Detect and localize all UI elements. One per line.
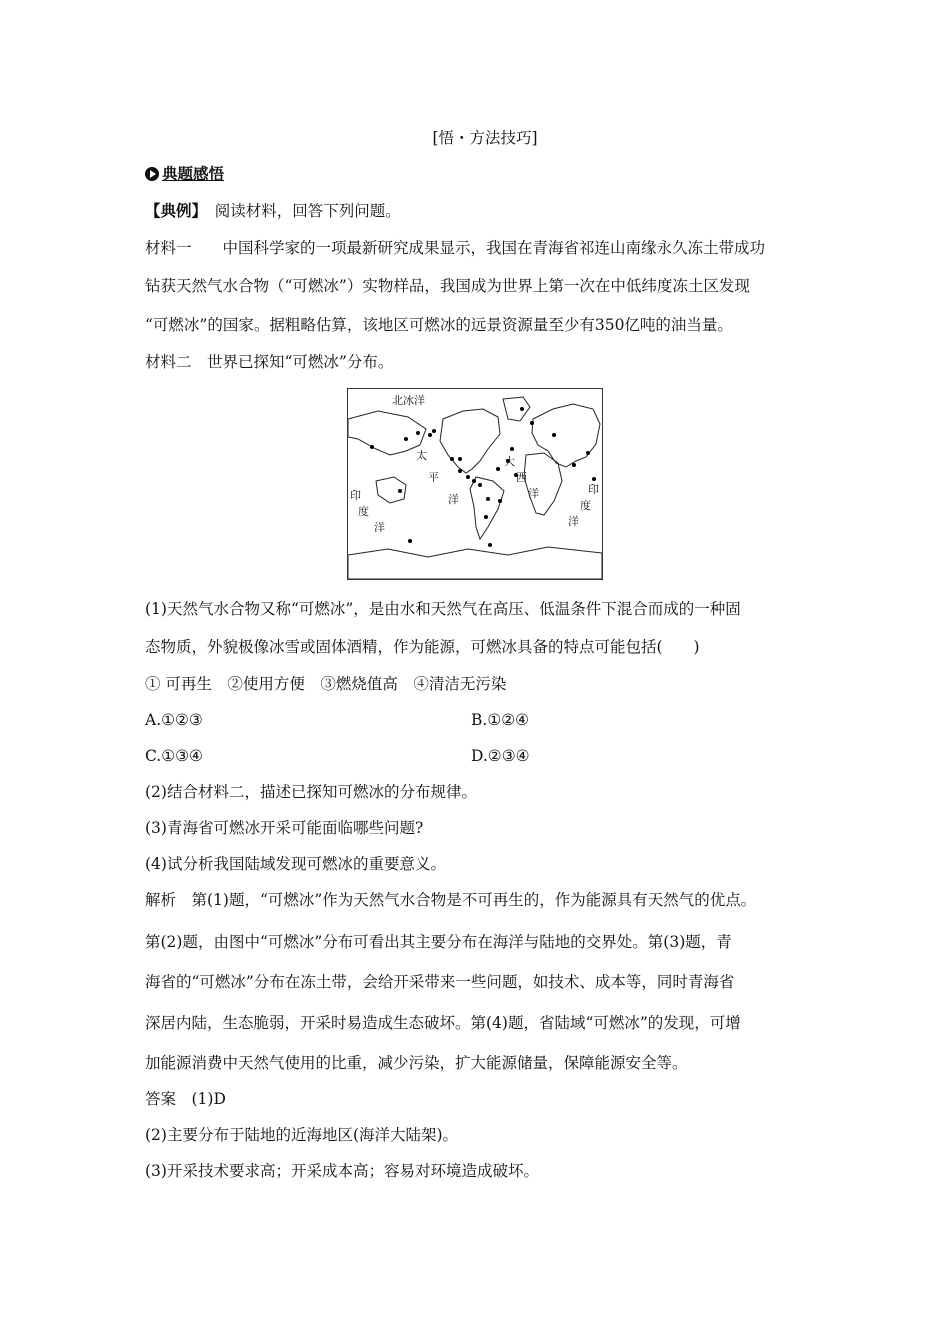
section-title [145,164,224,184]
example-line [145,201,401,221]
east-asia-shape [348,411,426,455]
material2-line: 材料二 世界已探知“可燃冰”分布。 [145,353,394,371]
q1-option-b: B.①②④ [471,711,530,729]
gas-hydrate-dots [370,407,596,547]
greenland-shape [503,397,530,421]
analysis-line5: 加能源消费中天然气使用的比重，减少污染，扩大能源储量，保障能源安全等。 [145,1054,688,1072]
example-tag: 【典例】 [145,201,200,220]
analysis-line2: 第(2)题，由图中“可燃冰”分布可看出其主要分布在海洋与陆地的交界处。第(3)题，青 [145,933,732,951]
south-america-shape [470,477,504,539]
answer-line1: 答案 (1)D [145,1090,226,1108]
label-arctic: 北冰洋 [392,394,425,407]
section-header: [悟・方法技巧] [432,129,538,147]
q3-line: (3)青海省可燃冰开采可能面临哪些问题? [145,819,424,837]
label-indian-right-1: 印 [588,483,599,496]
q1-option-c: C.①③④ [145,747,203,765]
q1-line2: 态物质，外貌极像冰雪或固体酒精，作为能源，可燃冰具备的特点可能包括( ) [145,638,700,656]
label-atlantic-3: 洋 [528,487,539,500]
north-america-shape [440,409,500,473]
label-pacific-1: 太 [416,449,427,462]
label-atlantic-1: 大 [504,455,515,468]
analysis-line1: 解析 第(1)题，“可燃冰”作为天然气水合物是不可再生的，作为能源具有天然气的优点。 [145,891,757,909]
antarctica-shape [348,547,602,579]
eurasia-shape [532,404,600,467]
q2-line: (2)结合材料二，描述已探知可燃冰的分布规律。 [145,783,477,801]
world-map-figure [347,388,603,580]
q1-option-a: A.①②③ [145,711,203,729]
q1-line1: (1)天然气水合物又称“可燃冰”，是由水和天然气在高压、低温条件下混合而成的一种固 [145,600,741,618]
q1-items: ① 可再生 ②使用方便 ③燃烧值高 ④清洁无污染 [145,675,507,693]
section-title-text: 典题感悟 [162,164,225,183]
label-indian-right-2: 度 [580,499,591,512]
analysis-line4: 深居内陆，生态脆弱，开采时易造成生态破坏。第(4)题，省陆域“可燃冰”的发现，可增 [145,1014,741,1032]
label-pacific-3: 洋 [448,493,459,506]
africa-shape [524,453,562,515]
label-atlantic-2: 西 [516,471,527,484]
label-pacific-2: 平 [428,471,439,484]
q4-line: (4)试分析我国陆域发现可燃冰的重要意义。 [145,855,446,873]
play-circle-icon [145,167,159,181]
material1-line3: “可燃冰”的国家。据粗略估算，该地区可燃冰的远景资源量至少有350亿吨的油当量。 [145,316,733,334]
material1-line2: 钻获天然气水合物（“可燃冰”）实物样品，我国成为世界上第一次在中低纬度冻土区发现 [145,277,750,295]
material1-line1: 材料一 中国科学家的一项最新研究成果显示，我国在青海省祁连山南缘永久冻土带成功 [145,239,766,257]
label-indian-left-3: 洋 [374,521,385,534]
label-indian-left-1: 印 [350,489,361,502]
answer-line2: (2)主要分布于陆地的近海地区(海洋大陆架)。 [145,1126,459,1144]
q1-option-d: D.②③④ [471,747,530,765]
answer-line3: (3)开采技术要求高；开采成本高；容易对环境造成破坏。 [145,1162,539,1180]
label-indian-left-2: 度 [358,505,369,518]
label-indian-right-3: 洋 [568,515,579,528]
world-map-svg [348,389,602,579]
analysis-line3: 海省的“可燃冰”分布在冻土带，会给开采带来一些问题，如技术、成本等，同时青海省 [145,973,735,991]
example-prompt: 阅读材料，回答下列问题。 [214,202,401,220]
